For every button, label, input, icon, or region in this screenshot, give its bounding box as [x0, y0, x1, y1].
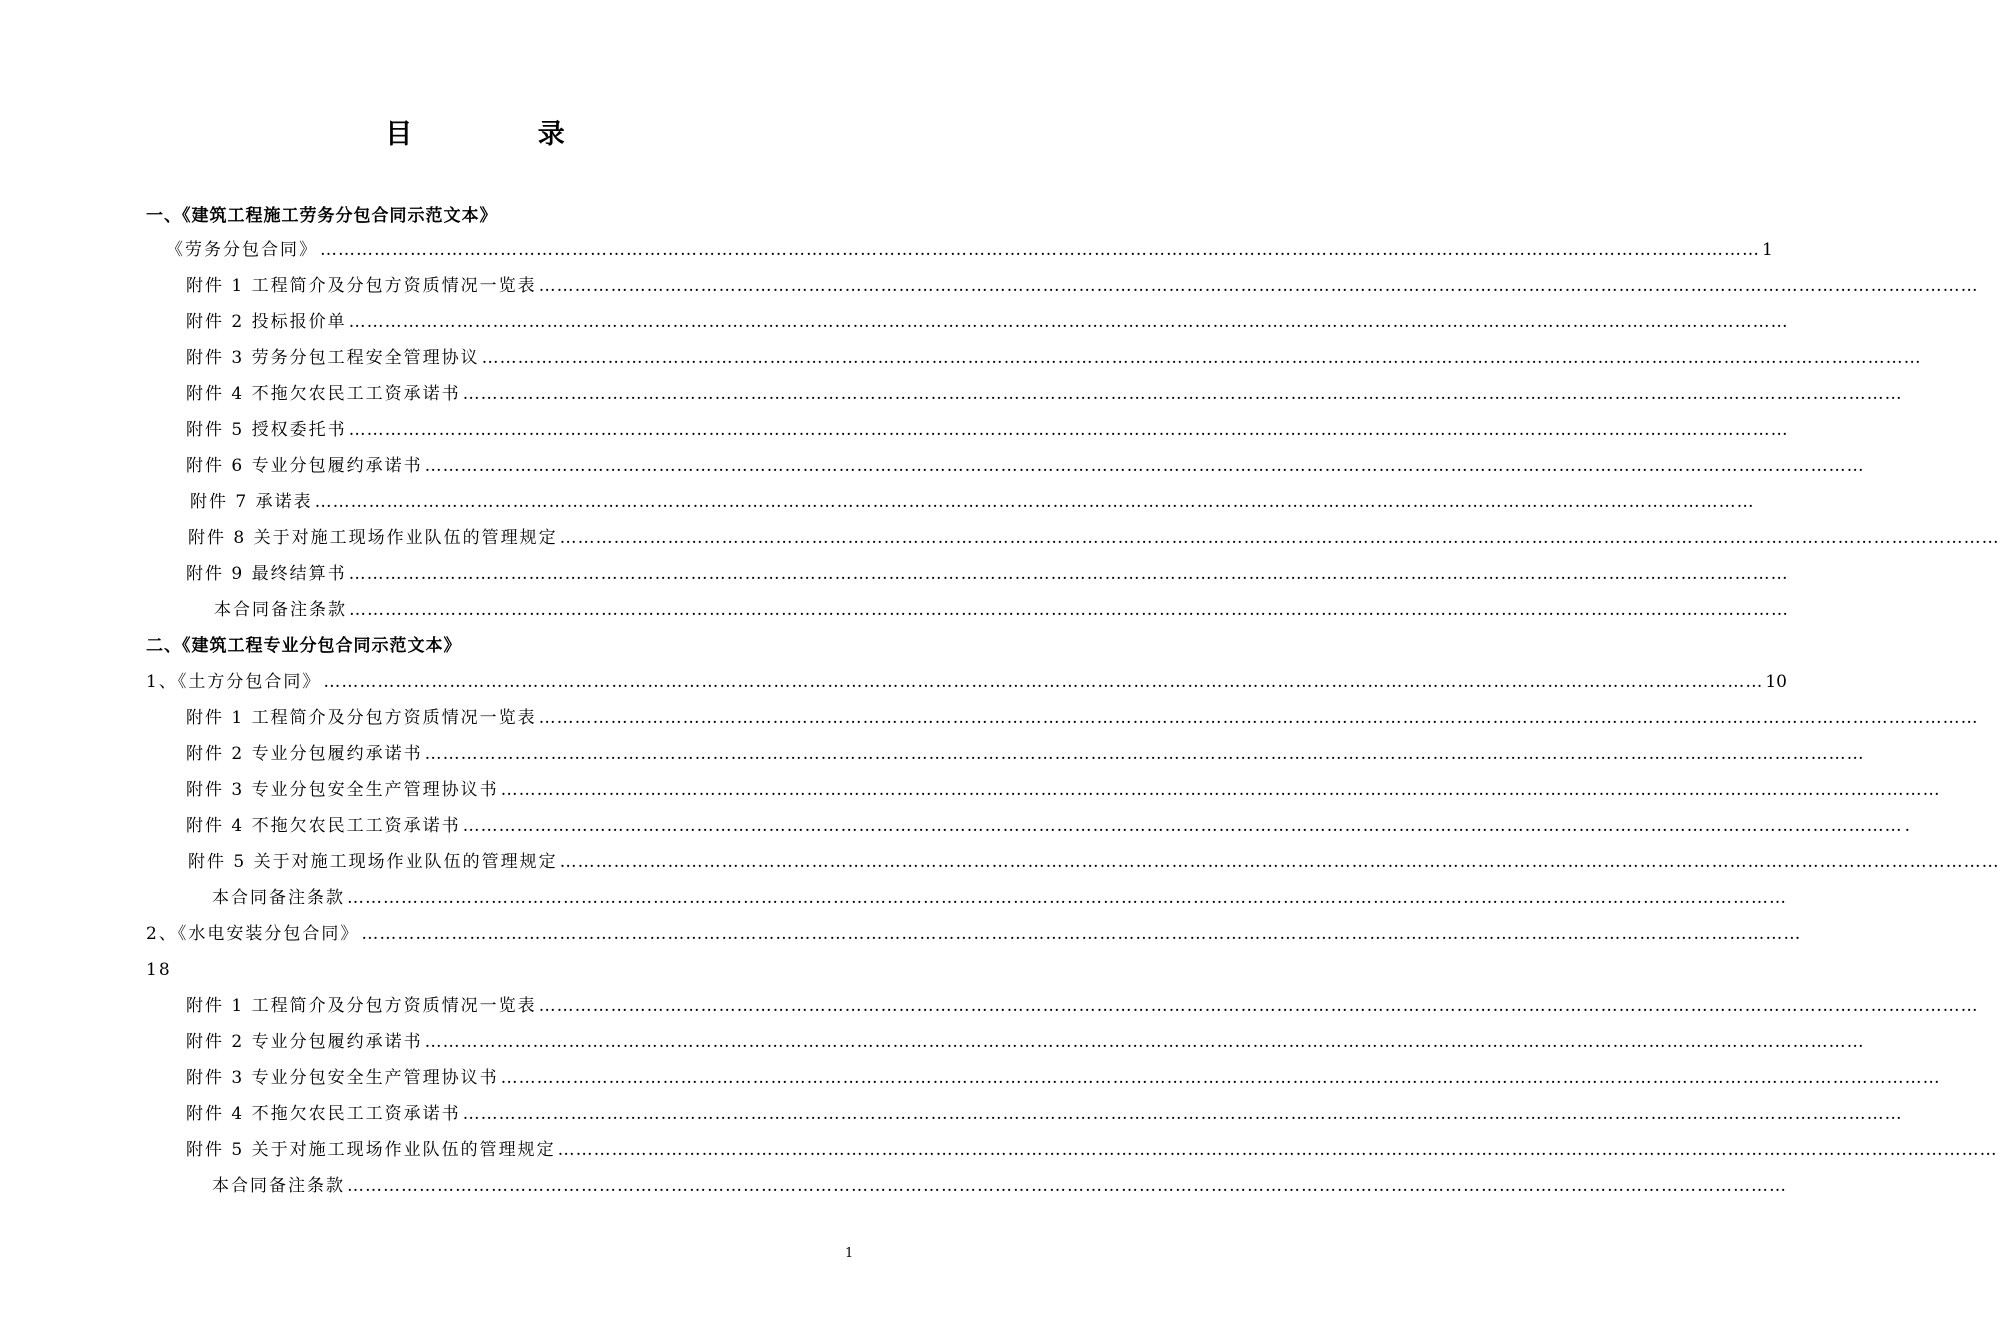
toc-entry[interactable]: 1、《土方分包合同》 …………………………………………………………………………………………………………………………………………………………………………………………………………………… 10: [146, 672, 1787, 692]
toc-entry[interactable]: 附件 3 专业分包安全生产管理协议书 ……………………………………………………………………………………………………………………………………………………………………………………………………………………: [186, 1068, 1941, 1088]
toc-entry[interactable]: 本合同备注条款 ……………………………………………………………………………………………………………………………………………………………………………………………………………………: [212, 1176, 1787, 1196]
leader-dots: ……………………………………………………………………………………………………………………………………………………………………………………………………………………: [348, 420, 1789, 440]
toc-entry[interactable]: 附件 5 关于对施工现场作业队伍的管理规定 ……………………………………………………………………………………………………………………………………………………………………………………………………………………: [186, 1140, 1998, 1160]
leader-dots: ……………………………………………………………………………………………………………………………………………………………………………………………………………………: [500, 780, 1941, 800]
toc-entry[interactable]: 本合同备注条款 ……………………………………………………………………………………………………………………………………………………………………………………………………………………: [214, 600, 1789, 620]
toc-entry[interactable]: 附件 2 专业分包履约承诺书 ……………………………………………………………………………………………………………………………………………………………………………………………………………………: [186, 744, 1865, 764]
leader-dots: ……………………………………………………………………………………………………………………………………………………………………………………………………………………: [538, 276, 1979, 296]
leader-dots: ……………………………………………………………………………………………………………………………………………………………………………………………………………………: [424, 744, 1865, 764]
leader-dots: ……………………………………………………………………………………………………………………………………………………………………………………………………………………: [361, 924, 1802, 944]
leader-dots: ……………………………………………………………………………………………………………………………………………………………………………………………………………………: [500, 1068, 1941, 1088]
leader-dots: ……………………………………………………………………………………………………………………………………………………………………………………………………………………: [538, 708, 1979, 728]
toc-entry[interactable]: 附件 1 工程简介及分包方资质情况一览表 ……………………………………………………………………………………………………………………………………………………………………………………………………………………: [186, 708, 1979, 728]
toc-entry[interactable]: 附件 7 承诺表 ……………………………………………………………………………………………………………………………………………………………………………………………………………………: [190, 492, 1755, 512]
leader-dots: ……………………………………………………………………………………………………………………………………………………………………………………………………………………: [424, 456, 1865, 476]
section-heading-1: 一、《建筑工程施工劳务分包合同示范文本》: [146, 206, 498, 226]
leader-dots: ……………………………………………………………………………………………………………………………………………………………………………………………………………………: [320, 240, 1760, 260]
leader-dots: ……………………………………………………………………………………………………………………………………………………………………………………………………………………: [462, 1104, 1903, 1124]
toc-entry[interactable]: 《劳务分包合同》 …………………………………………………………………………………………………………………………………………………………………………………………………………………… 1: [166, 240, 1773, 260]
toc-page-wrap: 18: [146, 960, 172, 980]
leader-dots: ……………………………………………………………………………………………………………………………………………………………………………………………………………………: [348, 564, 1789, 584]
leader-dots: ……………………………………………………………………………………………………………………………………………………………………………………………………………………: [349, 600, 1789, 620]
toc-entry[interactable]: 附件 4 不拖欠农民工工资承诺书 ……………………………………………………………………………………………………………………………………………………………………………………………………………………: [186, 384, 1903, 404]
toc-entry[interactable]: 附件 6 专业分包履约承诺书 ……………………………………………………………………………………………………………………………………………………………………………………………………………………: [186, 456, 1865, 476]
toc-entry[interactable]: 附件 5 授权委托书 ……………………………………………………………………………………………………………………………………………………………………………………………………………………: [186, 420, 1789, 440]
leader-dots: ……………………………………………………………………………………………………………………………………………………………………………………………………………………: [347, 1176, 1787, 1196]
leader-dots: ……………………………………………………………………………………………………………………………………………………………………………………………………………………: [347, 888, 1787, 908]
toc-entry[interactable]: 2、《水电安装分包合同》 ……………………………………………………………………………………………………………………………………………………………………………………………………………………: [146, 924, 1802, 944]
leader-dots: ……………………………………………………………………………………………………………………………………………………………………………………………………………………: [348, 312, 1789, 332]
toc-entry[interactable]: 附件 4 不拖欠农民工工资承诺书 …………………………………………………………………………………………………………………………………………………………………………………………………………………… .: [186, 816, 1911, 836]
leader-dots: ……………………………………………………………………………………………………………………………………………………………………………………………………………………: [538, 996, 1979, 1016]
leader-dots: ……………………………………………………………………………………………………………………………………………………………………………………………………………………: [462, 384, 1903, 404]
leader-dots: ……………………………………………………………………………………………………………………………………………………………………………………………………………………: [557, 1140, 1998, 1160]
toc-entry[interactable]: 本合同备注条款 ……………………………………………………………………………………………………………………………………………………………………………………………………………………: [212, 888, 1787, 908]
toc-entry[interactable]: 附件 9 最终结算书 ……………………………………………………………………………………………………………………………………………………………………………………………………………………: [186, 564, 1789, 584]
toc-entry[interactable]: 附件 2 专业分包履约承诺书 ……………………………………………………………………………………………………………………………………………………………………………………………………………………: [186, 1032, 1865, 1052]
leader-dots: ……………………………………………………………………………………………………………………………………………………………………………………………………………………: [323, 672, 1764, 692]
leader-dots: ……………………………………………………………………………………………………………………………………………………………………………………………………………………: [424, 1032, 1865, 1052]
leader-dots: ……………………………………………………………………………………………………………………………………………………………………………………………………………………: [559, 528, 2000, 548]
toc-entry[interactable]: 附件 8 关于对施工现场作业队伍的管理规定 ……………………………………………………………………………………………………………………………………………………………………………………………………………………: [188, 528, 2000, 548]
leader-dots: ……………………………………………………………………………………………………………………………………………………………………………………………………………………: [314, 492, 1755, 512]
toc-entry[interactable]: 附件 2 投标报价单 ……………………………………………………………………………………………………………………………………………………………………………………………………………………: [186, 312, 1789, 332]
toc-entry[interactable]: 附件 1 工程简介及分包方资质情况一览表 ……………………………………………………………………………………………………………………………………………………………………………………………………………………: [186, 276, 1979, 296]
page-title: 目 录: [385, 119, 623, 150]
toc-entry[interactable]: 附件 4 不拖欠农民工工资承诺书 ……………………………………………………………………………………………………………………………………………………………………………………………………………………: [186, 1104, 1903, 1124]
leader-dots: ……………………………………………………………………………………………………………………………………………………………………………………………………………………: [481, 348, 1922, 368]
toc-entry[interactable]: 附件 1 工程简介及分包方资质情况一览表 ……………………………………………………………………………………………………………………………………………………………………………………………………………………: [186, 996, 1979, 1016]
leader-dots: ……………………………………………………………………………………………………………………………………………………………………………………………………………………: [559, 852, 2000, 872]
toc-entry[interactable]: 附件 3 专业分包安全生产管理协议书 ……………………………………………………………………………………………………………………………………………………………………………………………………………………: [186, 780, 1941, 800]
toc-entry[interactable]: 附件 3 劳务分包工程安全管理协议 ……………………………………………………………………………………………………………………………………………………………………………………………………………………: [186, 348, 1922, 368]
section-heading-2: 二、《建筑工程专业分包合同示范文本》: [146, 636, 462, 656]
leader-dots: ……………………………………………………………………………………………………………………………………………………………………………………………………………………: [462, 816, 1903, 836]
page-number: 1: [845, 1246, 854, 1261]
toc-entry[interactable]: 附件 5 关于对施工现场作业队伍的管理规定 ……………………………………………………………………………………………………………………………………………………………………………………………………………………: [188, 852, 2000, 872]
